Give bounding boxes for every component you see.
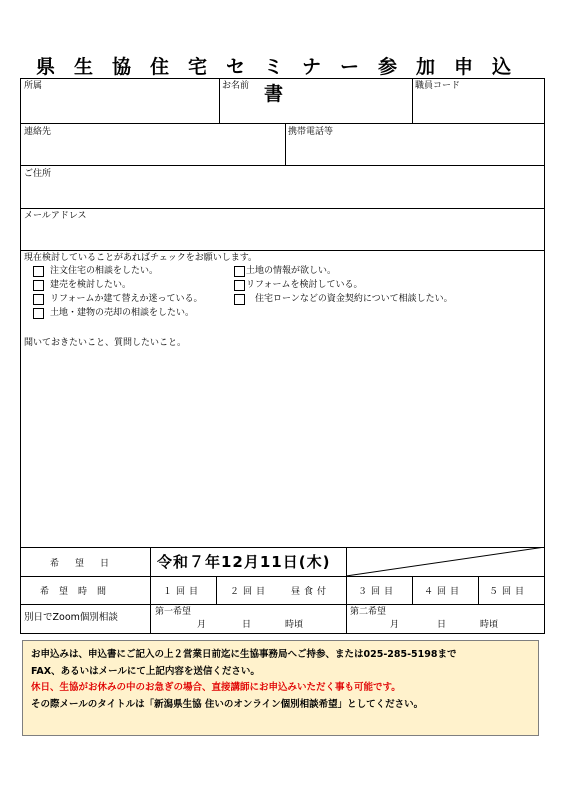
mobile-label: 携帯電話等	[288, 127, 334, 137]
checkbox-icon[interactable]	[33, 280, 44, 291]
first-choice-month[interactable]: 月	[197, 620, 207, 630]
checkbox-icon[interactable]	[33, 294, 44, 305]
checkbox-loan[interactable]	[234, 293, 453, 305]
checkbox-label: リフォームを検討している。	[246, 280, 363, 290]
checkbox-custom-home[interactable]	[33, 265, 158, 277]
checkbox-label: 注文住宅の相談をしたい。	[50, 266, 159, 276]
contact-label: 連絡先	[24, 127, 52, 137]
notice-box	[22, 640, 539, 736]
strike-line-icon	[346, 547, 545, 576]
contact-field[interactable]	[20, 123, 285, 165]
checkbox-icon[interactable]	[234, 266, 245, 277]
round-2[interactable]: ２回目	[230, 587, 270, 597]
checkbox-ready-built[interactable]	[33, 279, 131, 291]
notice-line-2: FAX、あるいはメールにて上記内容を送信ください。	[31, 665, 260, 677]
checkbox-reform-or-rebuild[interactable]	[33, 293, 203, 305]
second-choice-day[interactable]: 日	[437, 620, 447, 630]
second-choice-time[interactable]: 時頃	[480, 620, 499, 630]
checkbox-reform[interactable]	[234, 279, 363, 291]
notice-line-3: 休日、生協がお休みの中のお急ぎの場合、直接講師にお申込みいただく事も可能です。	[31, 682, 401, 693]
checkbox-icon[interactable]	[234, 280, 245, 291]
checkbox-label: 住宅ローンなどの資金契約について相談したい。	[255, 294, 453, 304]
affiliation-label: 所属	[24, 81, 43, 91]
lunch-included: 昼食付	[291, 587, 331, 597]
round-1[interactable]: １回目	[163, 587, 203, 597]
checkbox-label: 土地の情報が欲しい。	[246, 266, 337, 276]
checkbox-land-info[interactable]	[234, 265, 336, 277]
address-field[interactable]	[20, 165, 545, 208]
notice-line-1: お申込みは、申込書にご記入の上２営業日前迄に生協事務局へご持参、または025-285-5198まで	[31, 649, 457, 660]
time-label: 希望時間	[40, 587, 117, 597]
first-choice-day[interactable]: 日	[242, 620, 252, 630]
staff-code-label: 職員コード	[415, 81, 461, 91]
checkbox-sale[interactable]	[33, 307, 194, 319]
address-label: ご住所	[24, 169, 52, 179]
date-value: 令和７年12月11日(木)	[157, 553, 331, 571]
round-5[interactable]: ５回目	[489, 587, 529, 597]
checklist-intro: 現在検討していることがあればチェックをお願いします。	[24, 253, 258, 263]
date-label: 希望日	[50, 559, 126, 569]
checkbox-label: 建売を検討したい。	[50, 280, 132, 290]
notice-line-4: その際メールのタイトルは「新潟県生協 住いのオンライン個別相談希望」としてください。	[31, 698, 424, 710]
affiliation-field[interactable]	[20, 78, 219, 123]
checkbox-icon[interactable]	[33, 308, 44, 319]
name-label: お名前	[222, 81, 250, 91]
checkbox-icon[interactable]	[33, 266, 44, 277]
round-4[interactable]: ４回目	[424, 587, 464, 597]
checkbox-label: リフォームか建て替えか迷っている。	[50, 294, 203, 304]
form-title: 県生協住宅セミナー参加申込書	[35, 56, 530, 105]
second-choice-label: 第二希望	[350, 607, 387, 617]
round-3[interactable]: ３回目	[358, 587, 398, 597]
questions-label: 聞いておきたいこと、質問したいこと。	[24, 338, 187, 348]
first-choice-time[interactable]: 時頃	[285, 620, 304, 630]
checkbox-icon[interactable]	[234, 294, 245, 305]
email-label: メールアドレス	[24, 211, 87, 221]
checkbox-label: 土地・建物の売却の相談をしたい。	[50, 308, 195, 318]
second-choice-month[interactable]: 月	[390, 620, 400, 630]
email-field[interactable]	[20, 208, 545, 250]
questions-field[interactable]	[20, 335, 545, 547]
zoom-label: 別日でZoom個別相談	[24, 612, 118, 623]
first-choice-label: 第一希望	[155, 607, 192, 617]
